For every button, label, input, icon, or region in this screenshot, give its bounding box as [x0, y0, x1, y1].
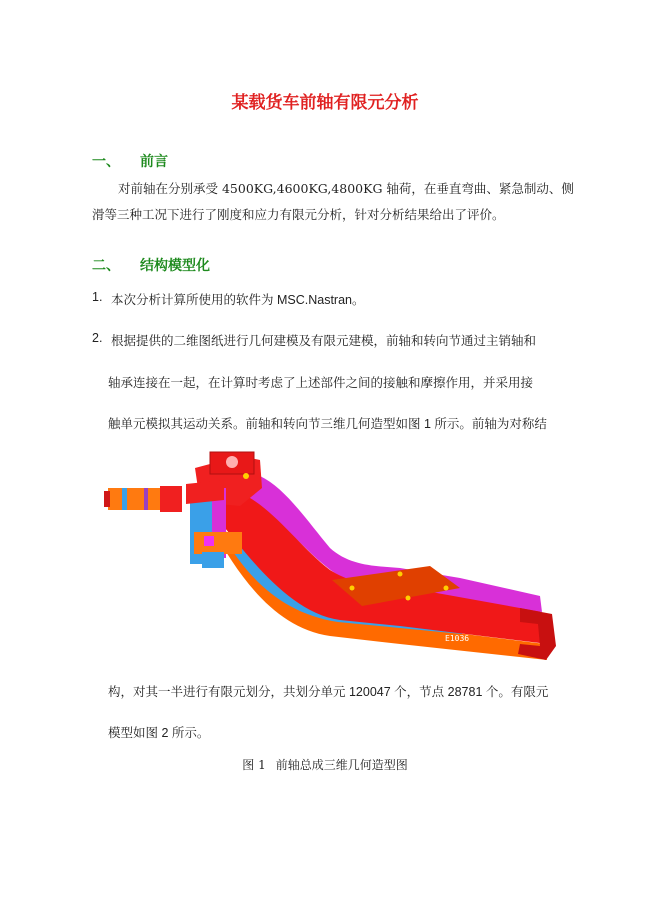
list-item-text: 根据提供的二维图纸进行几何建模及有限元建模，前轴和转向节通过主销轴和	[111, 334, 537, 348]
figure-caption-number: 图 1	[242, 758, 266, 772]
paragraph-line: 模型如图 2 所示。	[108, 726, 210, 740]
figure-caption-text: 前轴总成三维几何造型图	[275, 758, 408, 772]
front-axle-3d-figure	[100, 448, 556, 668]
document-title: 某载货车前轴有限元分析	[231, 93, 419, 113]
section-title: 结构模型化	[140, 258, 210, 274]
list-item-text: 本次分析计算所使用的软件为 MSC.Nastran。	[111, 293, 365, 307]
figure-caption	[0, 756, 650, 773]
section-title: 前言	[140, 154, 168, 170]
list-item-text: 轴承连接在一起，在计算时考虑了上述部件之间的接触和摩擦作用，并采用接	[108, 376, 534, 390]
list-item-number: 2.	[92, 331, 103, 345]
section-heading-intro	[92, 151, 392, 171]
paragraph-line: 构，对其一半进行有限元划分，共划分单元 120047 个，节点 28781 个。有限元	[108, 685, 549, 699]
figure-label: E1036	[445, 634, 470, 643]
section-heading-modeling	[92, 255, 392, 275]
list-item-number: 1.	[92, 290, 103, 304]
list-item-text: 触单元模拟其运动关系。前轴和转向节三维几何造型如图 1 所示。前轴为对称结	[108, 417, 547, 431]
spindle-shaft	[108, 488, 163, 510]
intro-line: 滑等三种工况下进行了刚度和应力有限元分析，针对分析结果给出了评价。	[92, 207, 505, 222]
intro-line: 对前轴在分别承受 4500KG,4600KG,4800KG 轴荷，在垂直弯曲、紧急制动、侧	[118, 181, 574, 196]
section-number: 二、	[92, 258, 120, 274]
section-number: 一、	[92, 154, 120, 170]
